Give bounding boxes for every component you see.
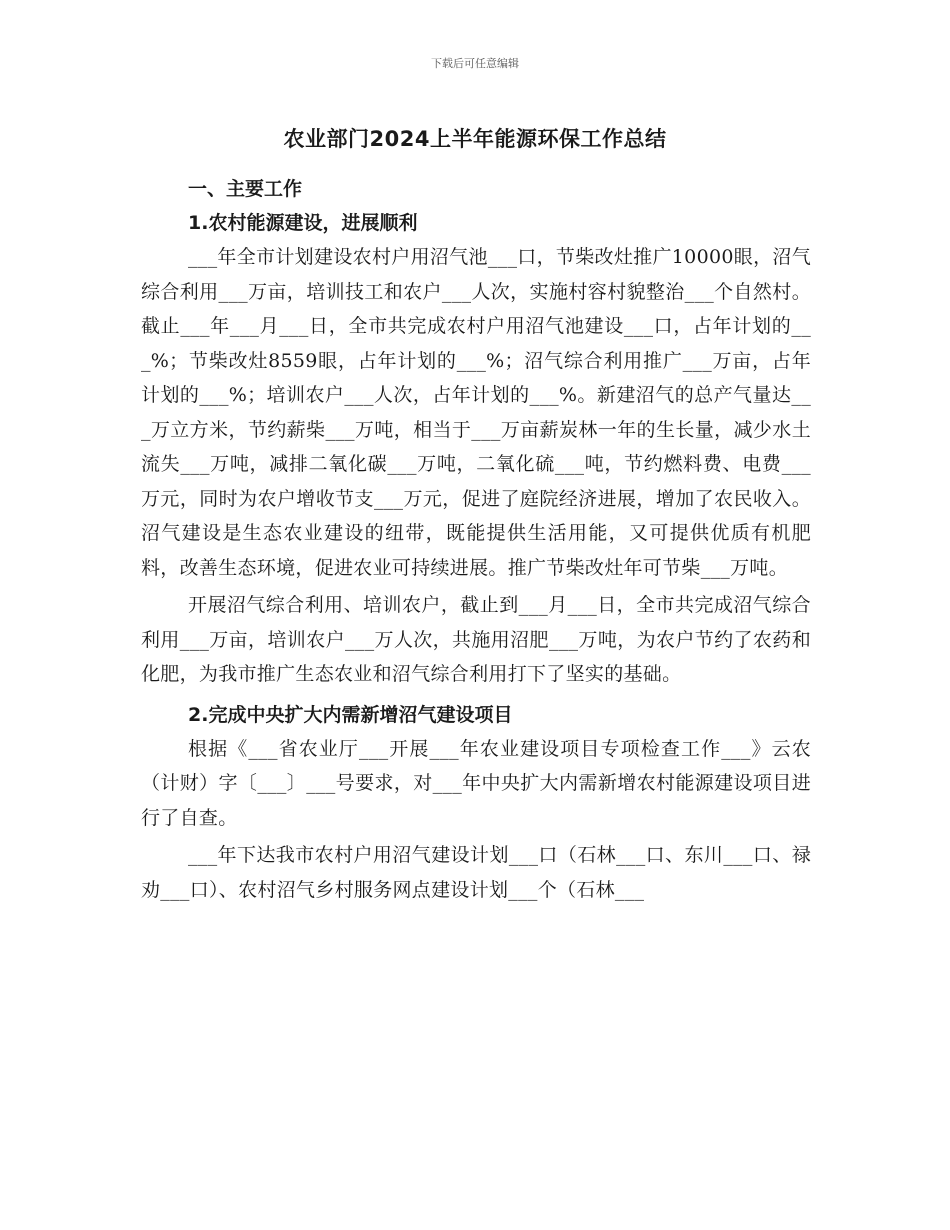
paragraph-self-inspection: 根据《___省农业厅___开展___年农业建设项目专项检查工作___》云农（计财）字〔___〕___号要求，对___年中央扩大内需新增农村能源建设项目进行了自查。: [141, 737, 811, 829]
section-heading-main-work: 一、主要工作: [188, 178, 303, 200]
page-title: 农业部门2024上半年能源环保工作总结: [283, 127, 667, 151]
paragraph-construction-plan: ___年下达我市农村户用沼气建设计划___口（石林___口、东川___口、禄劝___口）、农村沼气乡村服务网点建设计划___个（石林___: [141, 844, 811, 901]
paragraph-rural-energy-progress: ___年全市计划建设农村户用沼气池___口，节柴改灶推广10000眼，沼气综合利用___万亩，培训技工和农户___人次，实施村容村貌整治___个自然村。截止___年___月___日，全市共完成农村户用沼气池建设___口，占年计划的___%；节柴改灶8559眼，占年计划的___%；沼气综合利用推广___万亩，占年计划的___%；培训农户___人次，占年计划的___%。新建沼气的总产气量达___万立方米，节约薪柴___万吨，相当于___万亩薪炭林一年的生长量，减少水土流失___万吨，减排二氧化碳___万吨，二氧化硫___吨，节约燃料费、电费___万元，同时为农户增收节支___万元，促进了庭院经济进展，增加了农民收入。沼气建设是生态农业建设的纽带，既能提供生活用能，又可提供优质有机肥料，改善生态环境，促进农业可持续进展。推广节柴改灶年可节柴___万吨。: [141, 246, 811, 579]
paragraph-biogas-training: 开展沼气综合利用、培训农户，截止到___月___日，全市共完成沼气综合利用___万亩，培训农户___万人次，共施用沼肥___万吨，为农户节约了农药和化肥，为我市推广生态农业和沼气综合利用打下了坚实的基础。: [141, 594, 811, 685]
subsection-heading-rural-energy: 1.农村能源建设，进展顺利: [188, 212, 418, 234]
document-body: [141, 170, 811, 907]
subsection-heading-central-project: 2.完成中央扩大内需新增沼气建设项目: [188, 703, 513, 726]
header-note: 下载后可任意编辑: [431, 57, 519, 70]
